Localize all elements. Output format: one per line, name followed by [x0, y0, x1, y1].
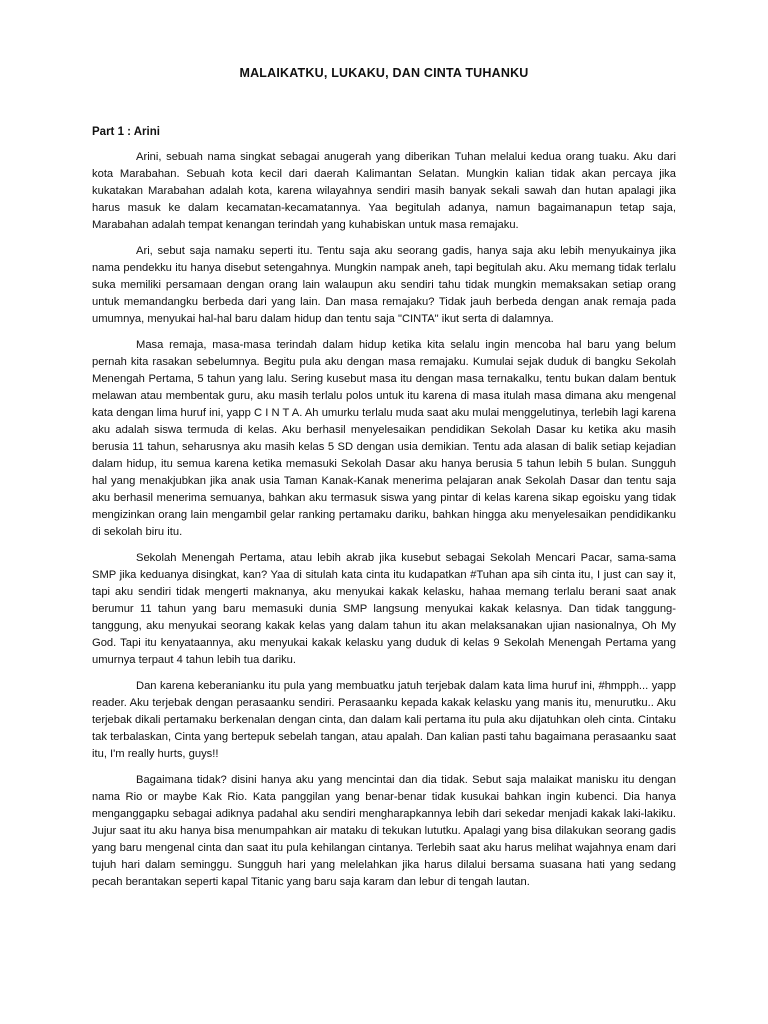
paragraph: Bagaimana tidak? disini hanya aku yang mencintai dan dia tidak. Sebut saja malaikat manisku itu dengan nama Rio or maybe Kak Rio. Kata panggilan yang benar-benar tidak kusukai bahkan ingin kubenci. Dia hanya menganggapku sebagai adiknya padahal aku sendiri mengharapkannya lebih dari sekedar menjadi kakak laki-lakiku. Jujur saat itu aku hanya bisa menumpahkan air mataku di tekukan lututku. Apalagi yang bisa dilakukan seorang gadis yang baru mengenal cinta dan saat itu pula kehilangan cintanya. Terlebih saat aku harus melihat wajahnya enam dari tujuh hari dalam seminggu. Sungguh hari yang melelahkan jika harus dilalui bersama suasana hati yang sedang pecah berantakan seperti kapal Titanic yang baru saja karam dan lebur di tengah lautan. — [92, 774, 676, 888]
paragraph: Arini, sebuah nama singkat sebagai anugerah yang diberikan Tuhan melalui kedua orang tuaku. Aku dari kota Marabahan. Sebuah kota kecil dari daerah Kalimantan Selatan. Mungkin kalian tidak akan percaya jika kukatakan Marabahan adalah kota, karena wilayahnya sendiri masih banyak sekali sawah dan hutan apalagi jika harus masuk ke dalam kecamatan-kecamatannya. Yaa begitulah adanya, namun bagaimanapun tetap saja, Marabahan adalah tempat kenangan terindah yang kuhabiskan untuk masa remajaku. — [92, 151, 676, 231]
paragraph: Dan karena keberanianku itu pula yang membuatku jatuh terjebak dalam kata lima huruf ini, #hmpph... yapp reader. Aku terjebak dengan perasaanku sendiri. Perasaanku kepada kakak kelasku yang manis itu, menurutku.. Aku terjebak dikali pertamaku berkenalan dengan cinta, dan dalam kali pertama itu pula aku dijatuhkan oleh cinta. Cintaku tak terbalaskan, Cinta yang bertepuk sebelah tangan, atau apalah. Dan kalian pasti tahu bagaimana perasaanku saat itu, I'm really hurts, guys!! — [92, 680, 676, 760]
paragraph: Sekolah Menengah Pertama, atau lebih akrab jika kusebut sebagai Sekolah Mencari Pacar, sama-sama SMP jika keduanya disingkat, kan? Yaa di situlah kata cinta itu kudapatkan #Tuhan apa sih cinta itu, I just can say it, tapi aku sendiri tidak mengerti maknanya, aku menyukai kakak kelasku, hahaa memang terlalu berani saat anak berumur 11 tahun yang baru memasuki dunia SMP langsung menyukai kakak kelasnya. Dan tidak tanggung-tanggung, aku menyukai seorang kakak kelas yang dalam tahun itu akan melaksanakan ujian nasionalnya, Oh My God. Tapi itu kenyataannya, aku menyukai kakak kelasku yang duduk di kelas 9 Sekolah Menengah Pertama yang umurnya terpaut 4 tahun lebih tua dariku. — [92, 552, 676, 666]
paragraph: Ari, sebut saja namaku seperti itu. Tentu saja aku seorang gadis, hanya saja aku lebih menyukainya jika nama pendekku itu hanya disebut setengahnya. Mungkin nampak aneh, tapi begitulah aku. Aku memang tidak terlalu suka memiliki persamaan dengan orang lain walaupun aku sendiri tahu tidak mungkin memaksakan setiap orang untuk memandangku berbeda dari yang lain. Dan masa remajaku? Tidak jauh berbeda dengan anak remaja pada umumnya, menyukai hal-hal baru dalam hidup dan tentu saja "CINTA" ikut serta di dalamnya. — [92, 245, 676, 325]
document-title: MALAIKATKU, LUKAKU, DAN CINTA TUHANKU — [239, 66, 529, 80]
part-heading: Part 1 : Arini — [92, 126, 160, 138]
paragraph: Masa remaja, masa-masa terindah dalam hidup ketika kita selalu ingin mencoba hal baru yang belum pernah kita rasakan sebelumnya. Begitu pula aku dengan masa remajaku. Kumulai sejak duduk di bangku Sekolah Menengah Pertama, 5 tahun yang lalu. Sering kusebut masa itu dengan masa ternakalku, tentu bukan dalam bentuk melawan atau membentak guru, aku masih terlalu polos untuk itu karena di masa itulah masa dimana aku mengenal kata dengan lima huruf ini, yapp C I N T A. Ah umurku terlalu muda saat aku mulai menggelutinya, terlebih lagi karena aku adalah siswa termuda di kelas. Aku berhasil menyelesaikan pendidikan Sekolah Dasar ku ketika aku masih berusia 11 tahun, seharusnya aku masih kelas 5 SD dengan usia demikian. Tentu ada alasan di balik setiap kejadian dalam hidup, itu semua karena ketika memasuki Sekolah Dasar aku hanya berusia 5 tahun lebih 5 bulan. Sungguh hal yang menakjubkan jika anak usia Taman Kanak-Kanak menerima pelajaran anak Sekolah Dasar dan tentu saja aku berhasil menerima semuanya, bahkan aku termasuk siswa yang pintar di kelas karena sikap egoisku yang tidak mengizinkan orang lain mengambil gelar ranking pertamaku dariku, bahkan hingga aku menyelesaikan pendidikanku di sekolah biru itu. — [92, 339, 676, 538]
document-body — [92, 149, 676, 900]
